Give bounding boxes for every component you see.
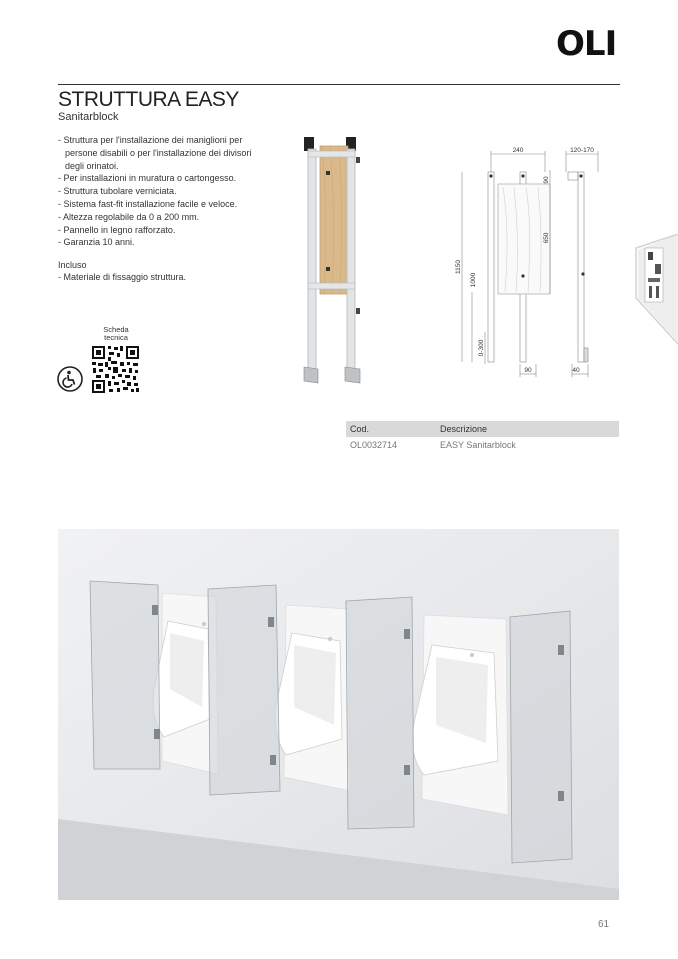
product-photo (58, 529, 619, 900)
feature-item: - Per installazioni in muratura o cartongesso. (58, 173, 237, 184)
feature-item: - Garanzia 10 anni. (58, 237, 135, 248)
table-header (346, 421, 619, 437)
section-tab-thumbnail[interactable] (630, 234, 678, 344)
page-number: 61 (598, 919, 610, 930)
dimension-total: 1150 (455, 260, 462, 274)
dimension-bottom: 90 (524, 367, 532, 374)
qr-code-icon[interactable] (91, 345, 140, 394)
page-subtitle: Sanitarblock (58, 111, 119, 123)
feature-item: - Pannello in legno rafforzato. (58, 224, 176, 235)
header-description: Descrizione (440, 424, 488, 434)
dimension-panel: 650 (543, 232, 550, 244)
dimension-width: 240 (512, 147, 524, 154)
feature-item: - Struttura per l'installazione dei maniglioni per persone disabili o per l'installazione dei divisori degli orinatoi. (58, 135, 252, 171)
product-description: EASY Sanitarblock (440, 440, 516, 450)
product-code: OL0032714 (350, 440, 398, 450)
included-item: - Materiale di fissaggio struttura. (58, 272, 187, 282)
technical-drawing (448, 142, 608, 382)
datasheet-label: Scheda tecnica (103, 325, 129, 342)
included-label: Incluso (58, 260, 87, 270)
feature-item: - Sistema fast-fit installazione facile e veloce. (58, 198, 238, 209)
table-row[interactable] (346, 437, 619, 453)
wheelchair-icon (57, 366, 83, 392)
dimension-depth: 120-170 (570, 147, 594, 154)
feature-item: - Struttura tubolare verniciata. (58, 186, 177, 197)
page-title: STRUTTURA EASY (58, 88, 239, 111)
dimension-side: 40 (572, 367, 580, 374)
header-code: Cod. (350, 424, 370, 434)
dimension-1000: 1000 (470, 272, 477, 288)
header-divider (58, 84, 620, 85)
brand-logo: OLI (556, 24, 617, 64)
feature-list (58, 134, 258, 249)
feature-item: - Altezza regolabile da 0 a 200 mm. (58, 211, 200, 222)
product-frame-image (300, 133, 370, 390)
product-table (346, 421, 619, 453)
dimension-top: 90 (543, 176, 550, 184)
dimension-adjust: 0-300 (478, 339, 485, 357)
